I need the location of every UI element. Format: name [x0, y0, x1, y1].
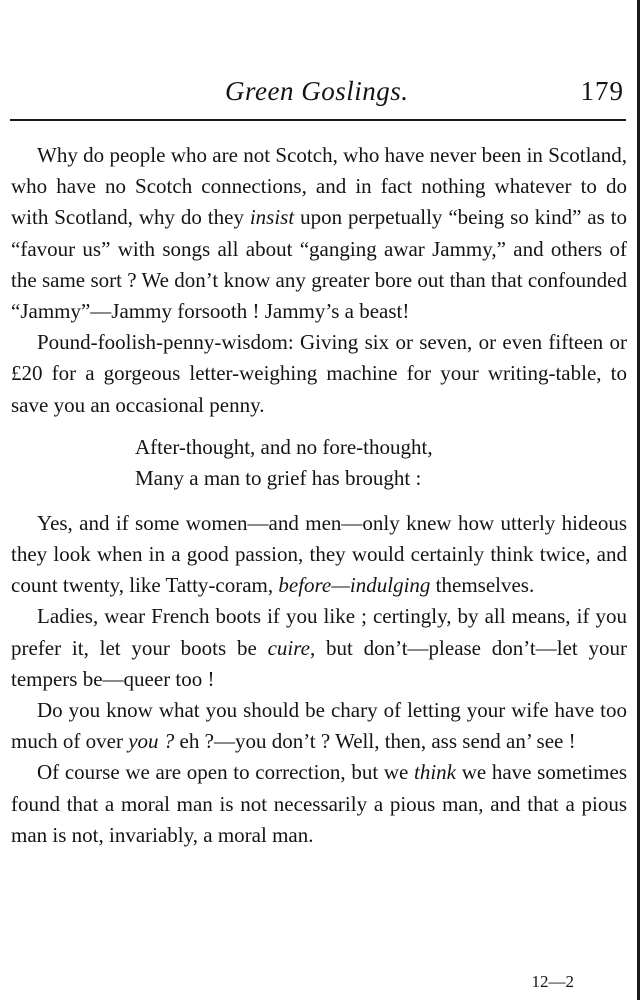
text-run: Pound-foolish-penny-wisdom: Giving six or seven, or even fifteen or £20 for a gorgeous letter-weighing machine for your writing-table, to save you an occasional penny. — [11, 330, 627, 417]
page-number: 179 — [580, 76, 624, 106]
italic-text: insist — [249, 205, 295, 230]
paragraph — [11, 601, 627, 695]
header-rule — [10, 119, 626, 121]
text-run: we have sometimes found that a moral man is not necessarily a pious man, and that a pious man is not, invariably, a moral man. — [11, 760, 627, 847]
paragraph — [11, 757, 627, 851]
running-title: Green Goslings. — [225, 76, 409, 106]
page-header — [10, 72, 628, 112]
paragraph — [11, 508, 627, 602]
paragraphs-after-verse — [11, 508, 627, 851]
text-run: Do you know what you should be chary of letting your wife have too much of over — [11, 698, 627, 754]
paragraph — [11, 695, 627, 757]
text-run: , but don’t—please don’t—let your tempers be—queer too ! — [11, 635, 628, 691]
text-run: Of course we are open to correction, but we — [37, 760, 415, 785]
paragraphs-before-verse — [11, 140, 627, 421]
text-run: Ladies, wear French boots if you like ; certingly, by all means, if you prefer it, let your boots be — [11, 604, 627, 660]
text-run: eh ?—you don’t ? Well, then, ass send an’ see ! — [174, 729, 576, 754]
italic-text: think — [414, 760, 457, 785]
text-run: themselves. — [430, 573, 535, 598]
text-run: Why do people who are not Scotch, who have never been in Scotland, who have no Scotch connections, and in fact nothing whatever to do with Scotland, why do they — [11, 143, 627, 230]
italic-text: cuire — [267, 635, 310, 660]
signature-mark: 12—2 — [531, 972, 574, 991]
italic-text: before—indulging — [278, 573, 431, 598]
paragraph — [11, 140, 627, 327]
verse-couplet — [11, 421, 627, 508]
body-text — [11, 140, 627, 851]
verse-line: Many a man to grief has brought : — [135, 465, 422, 490]
text-run: Yes, and if some women—and men—only knew how utterly hideous they look when in a good passion, they would certainly think twice, and count twenty, like Tatty-coram, — [11, 510, 627, 598]
italic-text: you ? — [128, 729, 175, 754]
text-run: upon perpetually “being so kind” as to “favour us” with songs all about “ganging awar Jammy,” and others of the same sort ? We don’t know any greater bore out than that confounded “Jammy”—Jammy forsooth ! Jammy’s a beast! — [11, 205, 628, 324]
paragraph — [11, 327, 627, 421]
verse-line: After-thought, and no fore-thought, — [135, 434, 433, 459]
